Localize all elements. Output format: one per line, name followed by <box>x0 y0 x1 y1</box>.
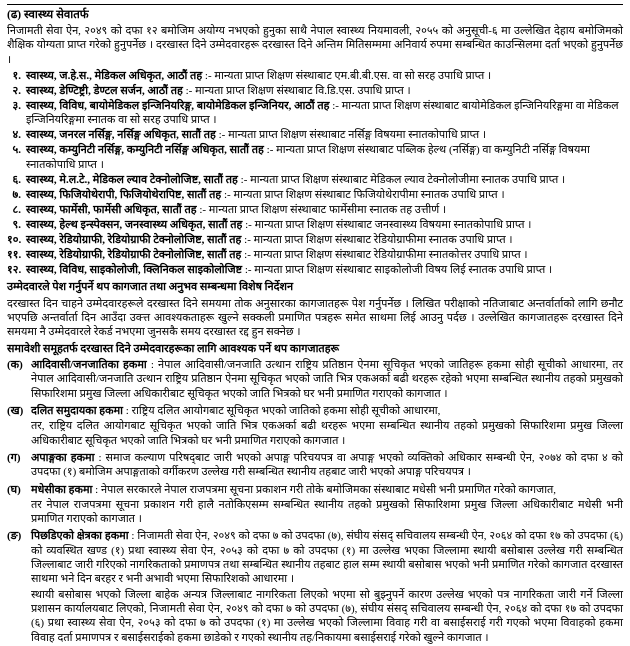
item-text: :- मान्यता प्राप्त शिक्षण संस्थाबाट जनस्वास्थ्य विषयमा स्नातकोपाधि प्राप्त । <box>245 218 532 231</box>
item-number: ४. <box>12 129 21 142</box>
clause-text: : नेपाल सरकारले नेपाल राजपत्रमा सूचना प्रकाशन गरी तोके बमोजिमका संस्थाबाट मधेसी भनी प्रमाणित गरेको कागजात, <box>95 483 557 496</box>
item-body <box>26 128 623 143</box>
item-service: स्वास्थ्य, हेल्थ इन्स्पेक्सन, जनस्वास्थ्य अधिकृत, सातौं तह <box>26 218 243 231</box>
clause-paragraph: तर नेपाल राजपत्रमा सूचना प्रकाशन गरी हालै नतोकिएसम्म सम्बन्धित स्थानीय तहको प्रमुखको सिफारिशमा प्रमुख जिल्ला अधिकारीबाट मधेसी भनी प्रमाणित गराएको कागजात । <box>31 498 623 526</box>
reservation-heading: समावेशी समूहतर्फ दरखास्त दिने उम्मेदवारहरूका लागि आवश्यक पर्ने थप कागजातहरू <box>7 342 340 355</box>
item-number: ११. <box>7 248 22 261</box>
item-text: :- मान्यता प्राप्त शिक्षण संस्थाबाट साइकोलोजी विषय लिई स्नातक उपाधि प्राप्त । <box>244 263 553 276</box>
top-divider <box>7 4 623 5</box>
item-number: ७. <box>12 188 21 201</box>
clause-text: : नेपाल आदिवासी/जनजाति उत्थान राष्ट्रिय प्रतिष्ठान ऐनमा सूचिकृत भएको जातिहरू हकमा सोही सूचीको आधारमा, तर नेपाल आदिवासी/जनजाति उत्थान राष्ट्रिय प्रतिष्ठान ऐनमा सूचिकृत भएको जाति भित्र एकअर्का बढी थरहरू रहेको भएमा सम्बन्धित स्थानीय तहको प्रमुखको सिफारिशमा प्रमुख जिल्ला अधिकारीबाट सूचिकृत भएको जाति भित्रको घर भनी प्रमाणित गराएको कागजात । <box>31 359 623 400</box>
item-text: :- मान्यता प्राप्त शिक्षण संस्थाबाट वि.डि.एस. उपाधि प्राप्त । <box>185 84 411 97</box>
clause-item <box>7 529 623 645</box>
item-service: स्वास्थ्य, विविध, बायोमेडिकल इन्जिनियरिङ्ग, बायोमेडिकल इन्जिनियर, आठौं तह <box>26 99 330 112</box>
list-item <box>7 218 623 233</box>
clause-label: (ग) <box>7 451 21 464</box>
item-body <box>26 248 623 263</box>
list-item <box>7 188 623 203</box>
item-body <box>26 84 623 99</box>
item-body <box>26 188 623 203</box>
reservation-clause-list <box>7 358 623 646</box>
clause-text: : निजामती सेवा ऐन, २०४९ को दफा ७ को उपदफा (७), संघीय संसद्‌ सचिवालय सम्बन्धी ऐन, २०६४ को दफा १७ को उपदफा (६) को व्यवस्थित खण्ड (१) प्रथा स्वास्थ्य सेवा ऐन, २०५३ को दफा ७ को उपदफा (१) मा उल्लेख भएका जिल्लामा स्थायी बसोबास उल्लेख गरी सम्बन्धित जिल्लाबाट जारी गरिएको नागरिकताको प्रमाणपत्र तथा सम्बन्धित स्थानीय तहबाट हाल सम्म स्थायी बसोबास भएको भनी प्रमाणित गरेको कागजात दरखास्त साथमा भने दिन बरहर र भनी अभावी भएमा सिफारिशको आधारमा । <box>31 530 623 586</box>
list-item <box>7 99 623 128</box>
item-service: स्वास्थ्य, फार्मेसी, फार्मेसी अधिकृत, सातौं तह <box>26 203 197 216</box>
item-text: :- मान्यता प्राप्त शिक्षण संस्थाबाट फार्मेसीमा स्नातक तह उत्तीर्ण । <box>199 203 447 216</box>
list-item <box>7 263 623 278</box>
clause-label: (क) <box>7 359 23 372</box>
clause-body <box>31 483 623 528</box>
item-service: स्वास्थ्य, फिजियोथेरापी, फिजियोथेरापिष्ट, सातौं तह <box>26 188 222 201</box>
item-body <box>26 203 623 218</box>
clause-label: (ख) <box>7 405 24 418</box>
item-service: स्वास्थ्य, विविध, साइकोलोजी, क्लिनिकल साइकोलोजिष्ट <box>26 263 243 276</box>
item-body <box>26 173 623 188</box>
clause-paragraph: तर, राष्ट्रिय दलित आयोगबाट सूचिकृत भएको जाति भित्र एकअर्का बढी थरहरू भएमा सम्बन्धित स्थानीय तहको प्रमुखको सिफारिशमा प्रमुख जिल्ला अधिकारीबाट सूचिकृत भएको जाति भित्रको घर भनी प्रमाणित गराएको कागजात । <box>31 420 623 447</box>
list-item <box>7 84 623 99</box>
item-number: ६. <box>12 173 21 186</box>
item-number: ९. <box>12 218 21 231</box>
clause-body <box>31 404 623 449</box>
clause-paragraph <box>31 451 623 480</box>
clause-item <box>7 358 623 402</box>
item-body <box>26 143 623 172</box>
item-text: :- मान्यता प्राप्त शिक्षण संस्थाबाट रेडियोग्राफीमा स्नातक उपाधि प्राप्त । <box>244 233 513 246</box>
item-service: स्वास्थ्य, जनरल नर्सिङ्ग, नर्सिङ्ग अधिकृत, सातौं तह <box>26 129 216 142</box>
item-service: स्वास्थ्य, रेडियोग्राफी, रेडियोग्राफी टेक्नोलोजिष्ट, सातौं तह <box>26 248 242 261</box>
notes-body: दरखास्त दिन चाहने उम्मेदवारहरूले दरखास्त दिने समयमा तोक अनुसारका कागजातहरू पेश गर्नुपर्नेछ । लिखित परीक्षाको नतिजाबाट अन्तर्वार्ताको लागि छनौट भएपछि अन्तर्वार्ता दिन आउँदा उक्त्त आवश्यकताहरू खुल्ने सक्कली प्रमाणित पत्रहरू समेत साथमा लिई आउनु पर्दछ । उल्लेखित कागजातहरू दरखास्त दिने समयमा नै उम्मेदवारले रेकर्ड नभएमा जुनसकै समय दरखास्त रद्द हुन सक्नेछ । <box>7 297 623 338</box>
clause-title: मधेसीका हकमा <box>31 483 93 496</box>
item-body <box>26 233 623 248</box>
item-number: ५. <box>12 144 21 157</box>
clause-title: अपाङ्गका हकमा <box>31 451 95 464</box>
item-text: :- मान्यता प्राप्त शिक्षण संस्थाबाट बायोमेडिकल इन्जिनियरिङ्गमा वा मेडिकल इन्जिनियरिङ्गमा स्नातक वा सो सरह उपाधि प्राप्त । <box>26 99 619 127</box>
item-number: २. <box>12 84 21 97</box>
item-service: स्वास्थ्य, डेण्टिष्ट्री, डेण्टल सर्जन, आठौं तह <box>26 84 183 97</box>
clause-body <box>31 451 623 481</box>
item-text: :- मान्यता प्राप्त शिक्षण संस्थाबाट नर्सिङ्ग विषयमा स्नातकोपाधि प्राप्त । <box>218 129 487 142</box>
item-body <box>26 99 623 128</box>
notes-heading: उम्मेदवारले पेश गर्नुपर्ने थप कागजात तथा अनुभव सम्बन्धमा विशेष निर्देशन <box>7 281 294 294</box>
clause-title: आदिवासी/जनजातिका हकमा <box>31 359 147 372</box>
list-item <box>7 128 623 143</box>
item-body <box>26 263 623 278</box>
item-text: :- मान्यता प्राप्त शिक्षण संस्थाबाट मेडिकल ल्याव टेक्नोलोजीमा स्नातक उपाधि प्राप्त । <box>240 173 566 186</box>
list-item <box>7 143 623 172</box>
item-number: १०. <box>7 233 22 246</box>
list-item <box>7 69 623 84</box>
list-item <box>7 173 623 188</box>
item-number: ३. <box>12 99 21 112</box>
item-service: स्वास्थ्य, कम्युनिटी नर्सिङ्ग, कम्युनिटी नर्सिङ्ग अधिकृत, सातौं तह <box>26 144 264 157</box>
section-label: (ढ) <box>7 9 22 21</box>
item-text: :- मान्यता प्राप्त शिक्षण संस्थाबाट पब्लिक हेल्थ (नर्सिङ्ग) वा कम्युनिटी नर्सिङ्ग विषयमा स्नातकोपाधि प्राप्त । <box>26 144 590 171</box>
clause-paragraph <box>31 404 623 418</box>
item-service: स्वास्थ्य, मे.ल.टे., मेडिकल ल्याव टेक्नोलोजिष्ट, सातौं तह <box>26 173 238 186</box>
clause-paragraph: स्थायी बसोबास भएको जिल्ला बाहेक अन्यत्र जिल्लाबाट नागरिकता लिएको भएमा सो बुझ्नुपर्ने कारण उल्लेख भएको पत्र नागरिकता जारी गर्ने जिल्ला प्रशासन कार्यालयबाट लिएको, निजामती सेवा ऐन, २०४९ को दफा ७ को उपदफा (७), संघीय संसद्‌ सचिवालय सम्बन्धी ऐन, २०६४ को दफा १७ को उपदफा (६) प्रथा स्वास्थ्य सेवा ऐन, २०५३ को दफा ७ को उपदफा (१) मा उल्लेख भएको जिल्लामा विवाह गरी वा बसाईसराई गरी गएको भएमा विवाहको हकमा विवाह दर्ता प्रमाणपत्र र बसाईसराईको हकमा छाडेको र गएको स्थानीय तह/निकायमा बसाईसराई गरेको खुल्ने कागजात । <box>31 588 623 644</box>
item-number: १२. <box>7 263 22 276</box>
clause-paragraph <box>31 483 623 497</box>
item-service: स्वास्थ्य, रेडियोग्राफी, रेडियोग्राफी टेक्नोलोजिष्ट, सातौं तह <box>26 233 242 246</box>
section-heading <box>7 8 623 22</box>
list-item <box>7 203 623 218</box>
clause-title: पिछडिएको क्षेत्रका हकमा <box>31 530 129 543</box>
clause-body <box>31 358 623 402</box>
section-title: स्वास्थ्य सेवातर्फ <box>24 9 89 21</box>
item-body <box>26 218 623 233</box>
item-service: स्वास्थ्य, ज.हे.स., मेडिकल अधिकृत, आठौं तह <box>26 69 203 82</box>
clause-text: : समाज कल्याण परिषद्‌बाट जारी भएको अपाङ्ग परिचयपत्र वा अपाङ्ग भएको व्यक्तिको अधिकार सम्बन्धी ऐन, २०७४ को दफा ४ को उपदफा (१) बमोजिम अपाङ्गताको वर्गीकरण उल्लेख गरी सम्बन्धित स्थानीय तहबाट जारी भएको अपाङ्ग परिचयपत्र । <box>31 451 624 479</box>
clause-paragraph <box>31 529 623 586</box>
list-item <box>7 233 623 248</box>
item-number: ८. <box>12 203 21 216</box>
item-text: :- मान्यता प्राप्त शिक्षण संस्थाबाट फिजियोथेरापीमा स्नातक उपाधि प्राप्त । <box>223 188 505 201</box>
intro-paragraph: निजामती सेवा ऐन, २०४९ को दफा १२ बमोजिम अयोग्य नभएको हुनुका साथै नेपाल स्वास्थ्य नियमावली, २०५५ को अनुसूची-६ मा उल्लेखित देहाय बमोजिमको शैक्षिक योग्यता प्राप्त गरेको हुनुपर्नेछ । दरखास्त दिने उम्मेदवारहरू दरखास्त दिने अन्तिम मितिसम्ममा अनिवार्य रुपमा सम्बन्धित काउन्सिलमा दर्ता भएको हुनुपर्नेछ । <box>7 25 623 66</box>
clause-item <box>7 451 623 481</box>
clause-label: (ङ) <box>7 530 22 543</box>
item-text: :- मान्यता प्राप्त शिक्षण संस्थाबाट एम.बी.बी.एस. वा सो सरह उपाधि प्राप्त । <box>204 69 492 82</box>
qualification-list <box>7 69 623 278</box>
clause-body <box>31 529 623 645</box>
clause-title: दलित समुदायका हकमा <box>31 405 124 418</box>
item-body <box>26 69 623 84</box>
clause-label: (घ) <box>7 483 21 496</box>
clause-paragraph <box>31 358 623 401</box>
clause-text: : राष्ट्रिय दलित आयोगबाट सूचिकृत भएको जातिको हकमा सोही सूचीको आधारमा, <box>125 405 441 418</box>
item-text: :- मान्यता प्राप्त शिक्षण संस्थाबाट रेडियोग्राफीमा स्नातकोत्तर उपाधि प्राप्त । <box>244 248 528 261</box>
clause-item <box>7 483 623 528</box>
clause-item <box>7 404 623 449</box>
item-number: १. <box>12 69 21 82</box>
list-item <box>7 248 623 263</box>
